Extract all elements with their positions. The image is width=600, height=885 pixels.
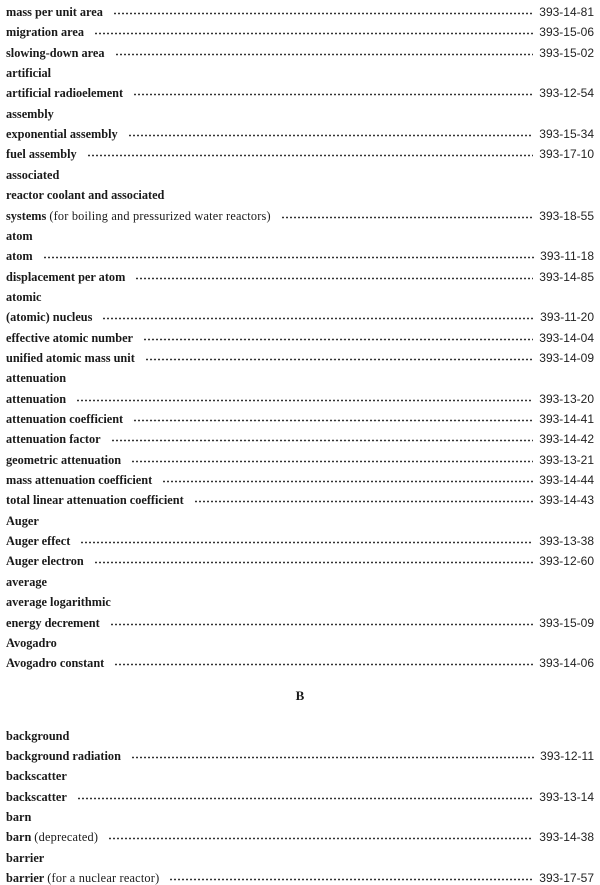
entry-reference: 393-17-10 [539, 147, 594, 162]
entry-term: barrier [6, 850, 45, 865]
index-entry [6, 548, 594, 568]
index-entry [6, 784, 594, 804]
entry-reference: 393-13-14 [539, 789, 594, 804]
dot-leader [43, 256, 535, 259]
entry-term: atom [6, 228, 33, 243]
index-entry [6, 304, 594, 324]
entry-reference: 393-11-18 [540, 249, 594, 264]
entry-reference: 393-13-20 [539, 391, 594, 406]
index-entry [6, 447, 594, 467]
index-entry [6, 650, 594, 670]
entry-reference: 393-14-41 [539, 412, 594, 426]
entry-term: Auger effect [6, 534, 71, 549]
entry-reference: 393-12-54 [539, 86, 594, 101]
entry-term: effective atomic number [6, 330, 134, 345]
entry-term: barn [6, 830, 32, 845]
dot-leader [94, 561, 534, 564]
index-entry [6, 203, 594, 223]
entry-reference: 393-15-34 [539, 127, 594, 142]
dot-leader [115, 53, 534, 56]
entry-term: energy decrement [6, 615, 100, 630]
entry-reference: 393-12-60 [539, 554, 594, 569]
entry-reference: 393-15-09 [539, 615, 594, 630]
dot-leader [169, 878, 533, 881]
entry-term: backscatter [6, 789, 67, 804]
entry-term: atomic [6, 289, 42, 304]
index-heading [6, 365, 594, 385]
entry-note: (for boiling and pressurized water reactors) [49, 208, 271, 223]
entry-reference: 393-14-85 [539, 269, 594, 284]
entry-reference: 393-15-06 [539, 25, 594, 40]
dot-leader [131, 756, 534, 759]
index-entry [6, 40, 594, 60]
dot-leader [194, 500, 534, 503]
entry-term: associated [6, 167, 60, 182]
entry-term: unified atomic mass unit [6, 350, 135, 365]
dot-leader [281, 216, 533, 219]
entry-term: artificial radioelement [6, 86, 124, 101]
entry-reference: 393-14-42 [539, 432, 594, 447]
entry-term: fuel assembly [6, 147, 77, 162]
entry-term: total linear attenuation coefficient [6, 493, 184, 508]
dot-leader [108, 837, 533, 840]
index-entry [6, 141, 594, 161]
entry-term: average logarithmic [6, 595, 111, 610]
entry-term: exponential assembly [6, 127, 118, 142]
entry-term: average [6, 574, 47, 589]
entry-term: systems [6, 208, 47, 223]
index-entry [6, 610, 594, 630]
index-entry [6, 325, 594, 345]
entry-reference: 393-14-44 [539, 473, 594, 488]
index-heading [6, 569, 594, 589]
entry-reference: 393-17-57 [539, 871, 594, 885]
entry-term: background [6, 728, 70, 743]
entry-term: mass per unit area [6, 5, 103, 19]
index-entry [6, 264, 594, 284]
dot-leader [110, 623, 534, 626]
index-entry [6, 345, 594, 365]
index-heading [6, 223, 594, 243]
entry-term: attenuation [6, 371, 67, 386]
entry-term: atom [6, 249, 33, 264]
index-entry [6, 467, 594, 487]
index-entry [6, 80, 594, 100]
entry-reference: 393-14-38 [539, 830, 594, 845]
index-entry [6, 0, 594, 19]
entry-term: assembly [6, 106, 54, 121]
dot-leader [76, 399, 533, 402]
entry-reference: 393-15-02 [539, 45, 594, 60]
index-entry [6, 528, 594, 548]
dot-leader [145, 358, 533, 361]
index-heading [6, 589, 594, 609]
index-entry [6, 824, 594, 844]
index-heading [6, 284, 594, 304]
index-heading [6, 630, 594, 650]
index-entry [6, 243, 594, 263]
entry-term: migration area [6, 25, 84, 40]
index-heading [6, 60, 594, 80]
entry-term: artificial [6, 66, 52, 81]
dot-leader [77, 797, 533, 800]
index-entry [6, 426, 594, 446]
entry-term: slowing-down area [6, 45, 105, 60]
entry-reference: 393-12-11 [540, 748, 594, 763]
entry-term: attenuation [6, 391, 67, 406]
entry-reference: 393-18-55 [539, 208, 594, 223]
entry-term: background radiation [6, 748, 121, 763]
index-entry [6, 19, 594, 39]
index-entry [6, 743, 594, 763]
entry-reference: 393-14-04 [539, 330, 594, 345]
dot-leader [113, 12, 533, 15]
entry-reference: 393-11-20 [540, 310, 594, 325]
dot-leader [133, 419, 533, 422]
entry-term: displacement per atom [6, 269, 126, 284]
entry-term: Avogadro [6, 635, 57, 650]
entry-reference: 393-14-43 [539, 493, 594, 508]
index-heading [6, 508, 594, 528]
dot-leader [128, 134, 534, 137]
entry-term: barn [6, 809, 32, 824]
entry-term: barrier [6, 871, 45, 885]
entry-term: geometric attenuation [6, 452, 122, 467]
dot-leader [143, 338, 533, 341]
dot-leader [133, 93, 533, 96]
entry-term: Auger electron [6, 554, 84, 569]
index-entry [6, 386, 594, 406]
dot-leader [114, 663, 533, 666]
entry-term: backscatter [6, 769, 67, 784]
index-heading [6, 723, 594, 743]
dot-leader [87, 154, 534, 157]
index-heading [6, 162, 594, 182]
dot-leader [80, 541, 533, 544]
section-letter: B [295, 688, 305, 704]
entry-reference: 393-14-06 [539, 656, 594, 671]
entry-reference: 393-13-21 [539, 452, 594, 467]
entry-term: Auger [6, 513, 39, 528]
entry-term: reactor coolant and associated [6, 188, 165, 203]
dot-leader [131, 460, 533, 463]
entry-term: Avogadro constant [6, 656, 105, 671]
entry-reference: 393-14-81 [539, 5, 594, 19]
index-entry [6, 406, 594, 426]
entry-term: attenuation coefficient [6, 412, 124, 426]
entry-term: mass attenuation coefficient [6, 473, 153, 488]
index-entry [6, 487, 594, 507]
dot-leader [135, 277, 533, 280]
index-heading [6, 182, 594, 202]
dot-leader [111, 439, 534, 442]
index-heading [6, 845, 594, 865]
entry-note: (deprecated) [34, 830, 99, 845]
entry-term: (atomic) nucleus [6, 310, 93, 325]
index-entry [6, 865, 594, 885]
entry-reference: 393-14-09 [539, 350, 594, 365]
index-heading [6, 763, 594, 783]
index-heading [6, 804, 594, 824]
entry-note: (for a nuclear reactor) [47, 871, 160, 885]
entry-reference: 393-13-38 [539, 534, 594, 549]
dot-leader [94, 32, 533, 35]
dot-leader [162, 480, 533, 483]
entry-term: attenuation factor [6, 432, 101, 447]
dot-leader [102, 317, 534, 320]
index-entry [6, 121, 594, 141]
index-heading [6, 101, 594, 121]
